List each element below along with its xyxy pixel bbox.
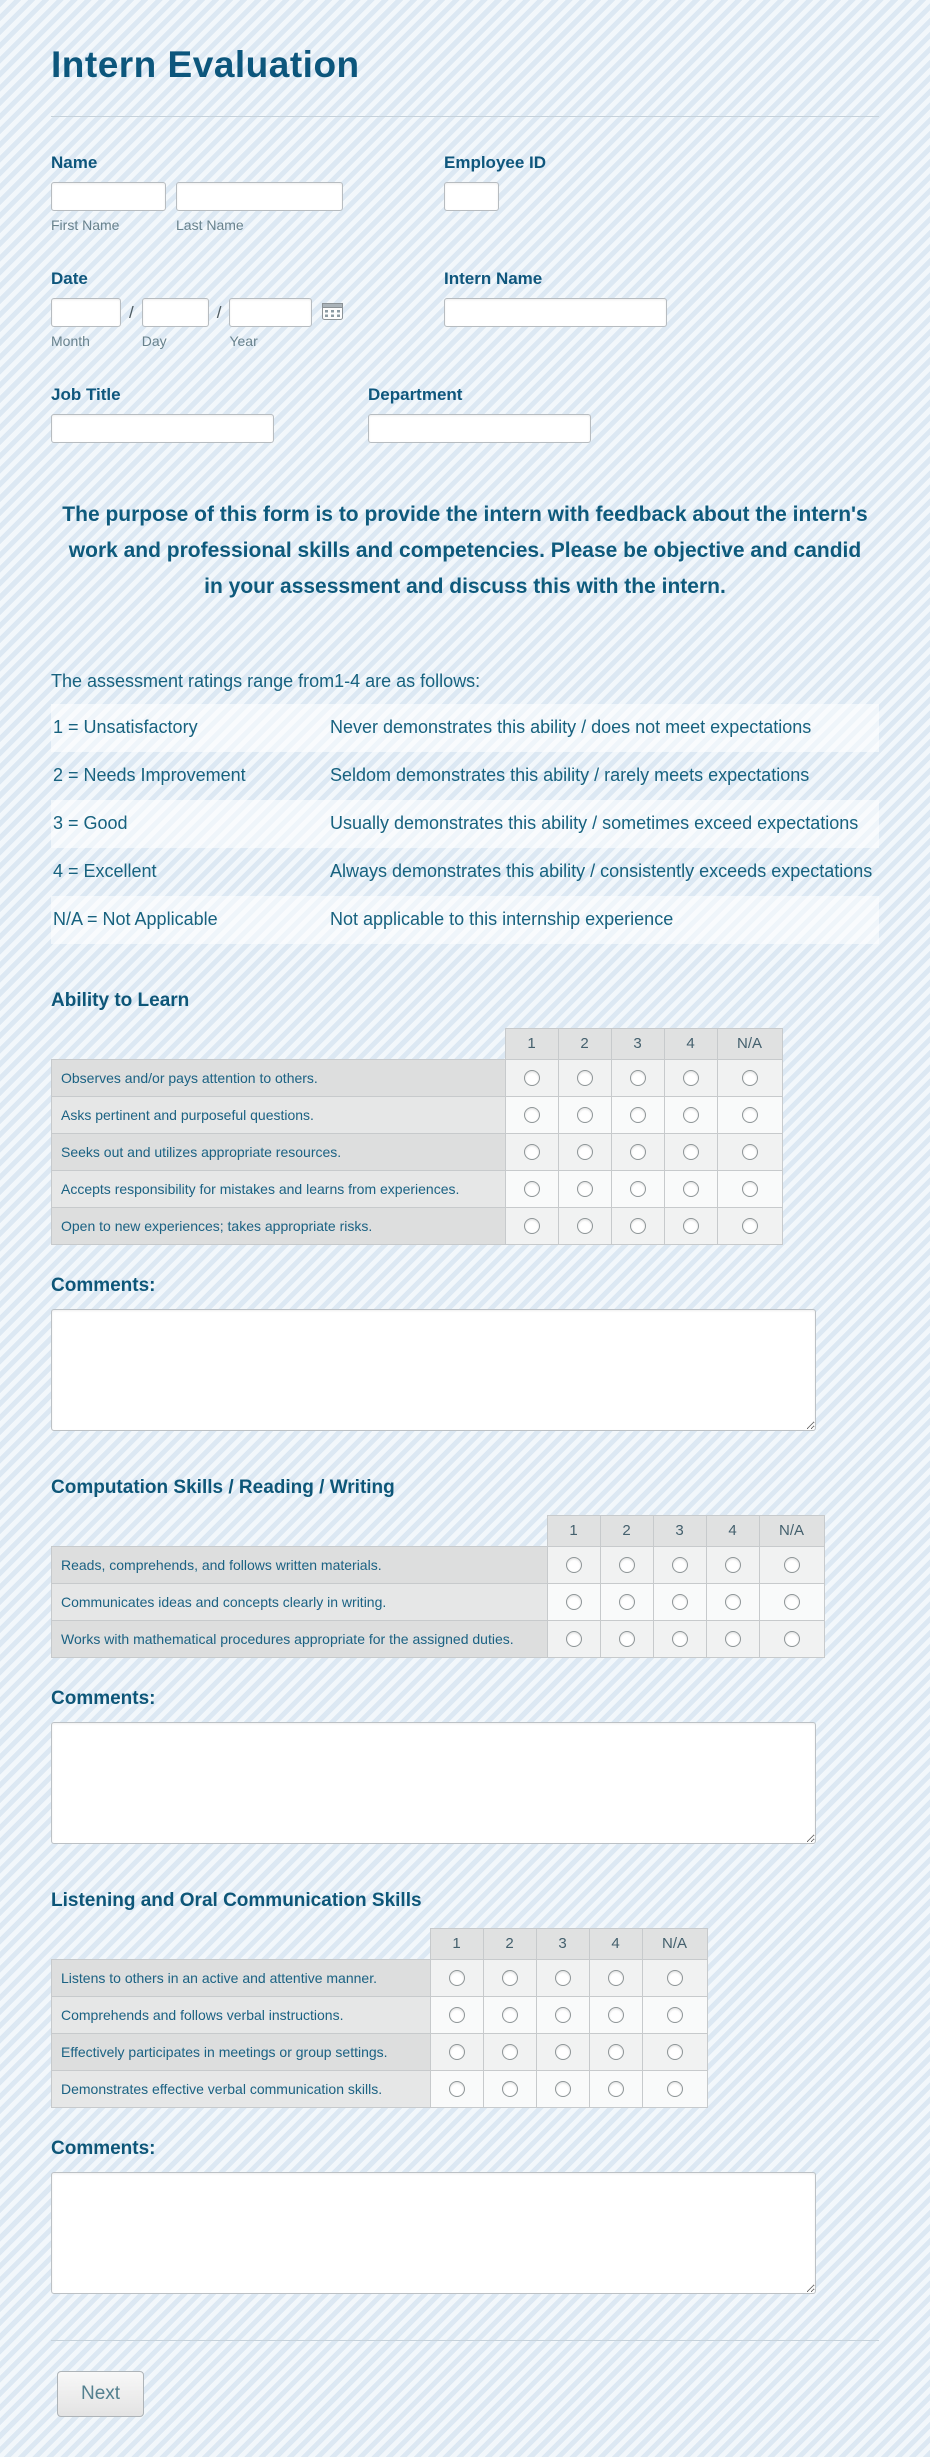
matrix-cell (430, 1959, 483, 1996)
matrix-corner-cell (52, 1515, 548, 1546)
legend-row (51, 848, 879, 896)
matrix-row-label: Observes and/or pays attention to others. (52, 1059, 506, 1096)
ratings-legend-rows (51, 704, 879, 943)
matrix-cell (706, 1620, 759, 1657)
matrix-row (52, 1207, 783, 1244)
legend-description: Never demonstrates this ability / does not meet expectations (330, 717, 812, 738)
comments-label: Comments: (51, 1274, 156, 1296)
date-intern-row (51, 269, 879, 349)
first-name-input[interactable] (51, 182, 166, 211)
matrix-cell (505, 1207, 558, 1244)
matrix-cell (642, 1996, 707, 2033)
matrix-cell (505, 1170, 558, 1207)
radio-button[interactable] (524, 1218, 540, 1234)
matrix-cell (536, 1959, 589, 1996)
legend-description: Not applicable to this internship experience (330, 908, 674, 929)
matrix-cell (430, 2070, 483, 2107)
month-input[interactable] (51, 298, 121, 327)
radio-button[interactable] (630, 1107, 646, 1123)
legend-row (51, 800, 879, 848)
radio-button[interactable] (683, 1107, 699, 1123)
rating-matrix (51, 1028, 783, 1245)
matrix-cell (536, 2070, 589, 2107)
radio-button[interactable] (742, 1181, 758, 1197)
matrix-cell (505, 1133, 558, 1170)
legend-description: Always demonstrates this ability / consistently exceeds expectations (330, 861, 873, 881)
radio-button[interactable] (608, 1970, 624, 1986)
matrix-cell (759, 1583, 824, 1620)
year-sublabel: Year (229, 333, 258, 349)
date-inputs (51, 298, 444, 349)
matrix-col-header: N/A (759, 1515, 824, 1546)
radio-button[interactable] (449, 2081, 465, 2097)
matrix-cell (600, 1620, 653, 1657)
matrix-cell (706, 1546, 759, 1583)
matrix-cell (642, 2033, 707, 2070)
legend-row (51, 704, 879, 752)
matrix-cell (611, 1059, 664, 1096)
matrix-cell (558, 1133, 611, 1170)
matrix-row-label: Works with mathematical procedures appropriate for the assigned duties. (52, 1620, 548, 1657)
radio-button[interactable] (667, 2007, 683, 2023)
matrix-cell (664, 1059, 717, 1096)
computation-skills-section (51, 1477, 879, 1844)
matrix-row-label: Seeks out and utilizes appropriate resources. (52, 1133, 506, 1170)
radio-button[interactable] (449, 1970, 465, 1986)
legend-row (51, 896, 879, 944)
intern-name-field (444, 269, 667, 349)
year-subfield (229, 298, 312, 349)
matrix-row (52, 1996, 708, 2033)
matrix-cell (589, 1959, 642, 1996)
day-subfield (142, 298, 209, 349)
matrix-row-label: Asks pertinent and purposeful questions. (52, 1096, 506, 1133)
last-name-input[interactable] (176, 182, 343, 211)
radio-button[interactable] (667, 2044, 683, 2060)
matrix-row-label: Demonstrates effective verbal communication skills. (52, 2070, 431, 2107)
matrix-cell (717, 1059, 782, 1096)
month-subfield (51, 298, 121, 349)
matrix-cell (589, 2033, 642, 2070)
matrix-cell (611, 1096, 664, 1133)
radio-button[interactable] (630, 1070, 646, 1086)
calendar-picker-button[interactable] (322, 301, 343, 323)
radio-button[interactable] (555, 1970, 571, 1986)
matrix-cell (536, 1996, 589, 2033)
matrix-col-header: 3 (611, 1028, 664, 1059)
matrix-row-label: Communicates ideas and concepts clearly in writing. (52, 1583, 548, 1620)
matrix-row-label: Comprehends and follows verbal instructions. (52, 1996, 431, 2033)
employee-id-input[interactable] (444, 182, 499, 211)
next-button[interactable]: Next (57, 2371, 144, 2417)
matrix-col-header: 4 (664, 1028, 717, 1059)
radio-button[interactable] (672, 1631, 688, 1647)
radio-button[interactable] (683, 1218, 699, 1234)
matrix-header-row (52, 1928, 708, 1959)
matrix-cell (505, 1096, 558, 1133)
matrix-col-header: 1 (505, 1028, 558, 1059)
date-separator: / (129, 303, 134, 322)
department-input[interactable] (368, 414, 591, 443)
intern-name-label: Intern Name (444, 269, 543, 288)
radio-button[interactable] (619, 1594, 635, 1610)
legend-description: Usually demonstrates this ability / sometimes exceed expectations (330, 813, 859, 834)
radio-button[interactable] (742, 1144, 758, 1160)
matrix-row (52, 1170, 783, 1207)
radio-button[interactable] (566, 1631, 582, 1647)
matrix-title: Listening and Oral Communication Skills (51, 1889, 422, 1911)
matrix-cell (717, 1207, 782, 1244)
last-name-sublabel: Last Name (176, 217, 244, 233)
radio-button[interactable] (742, 1070, 758, 1086)
radio-button[interactable] (524, 1070, 540, 1086)
matrix-cell (653, 1546, 706, 1583)
matrix-cell (558, 1170, 611, 1207)
matrix-row (52, 1133, 783, 1170)
matrix-col-header: N/A (642, 1928, 707, 1959)
matrix-row (52, 1583, 825, 1620)
matrix-row-label: Open to new experiences; takes appropriate risks. (52, 1207, 506, 1244)
matrix-cell (664, 1207, 717, 1244)
header-divider (51, 116, 879, 117)
last-name-subfield (176, 182, 343, 233)
rating-matrix (51, 1515, 825, 1658)
matrix-cell (759, 1546, 824, 1583)
matrix-cell (611, 1133, 664, 1170)
legend-term: N/A = Not Applicable (53, 908, 218, 929)
department-label: Department (368, 385, 463, 404)
job-title-field (51, 385, 368, 443)
matrix-cell (717, 1170, 782, 1207)
radio-button[interactable] (502, 2007, 518, 2023)
matrix-col-header: N/A (717, 1028, 782, 1059)
month-sublabel: Month (51, 333, 90, 349)
matrix-cell (759, 1620, 824, 1657)
radio-button[interactable] (449, 2044, 465, 2060)
matrix-row (52, 2070, 708, 2107)
matrix-title: Ability to Learn (51, 989, 190, 1011)
radio-button[interactable] (502, 2044, 518, 2060)
ratings-legend (51, 661, 879, 943)
matrix-cell (547, 1583, 600, 1620)
radio-button[interactable] (630, 1144, 646, 1160)
matrix-cell (642, 1959, 707, 1996)
radio-button[interactable] (667, 1970, 683, 1986)
radio-button[interactable] (667, 2081, 683, 2097)
radio-button[interactable] (502, 1970, 518, 1986)
radio-button[interactable] (524, 1144, 540, 1160)
radio-button[interactable] (524, 1107, 540, 1123)
radio-button[interactable] (619, 1631, 635, 1647)
legend-term: 2 = Needs Improvement (53, 765, 246, 786)
name-inputs (51, 182, 444, 233)
matrix-cell (589, 2070, 642, 2107)
matrix-cell (717, 1133, 782, 1170)
legend-row (51, 752, 879, 800)
radio-button[interactable] (577, 1070, 593, 1086)
matrix-cell (558, 1207, 611, 1244)
radio-button[interactable] (683, 1144, 699, 1160)
comments-label: Comments: (51, 1687, 156, 1709)
radio-button[interactable] (725, 1594, 741, 1610)
comments-label: Comments: (51, 2137, 156, 2159)
department-field (368, 385, 591, 443)
radio-button[interactable] (742, 1107, 758, 1123)
ability-to-learn-section (51, 990, 879, 1431)
matrix-cell (483, 2070, 536, 2107)
matrix-cell (547, 1546, 600, 1583)
date-separator: / (216, 303, 222, 322)
day-input[interactable] (142, 298, 209, 327)
matrix-header-row (52, 1515, 825, 1546)
radio-button[interactable] (630, 1181, 646, 1197)
matrix-cell (664, 1170, 717, 1207)
matrix-cell (706, 1583, 759, 1620)
radio-button[interactable] (683, 1181, 699, 1197)
matrix-header-row (52, 1028, 783, 1059)
matrix-cell (430, 1996, 483, 2033)
ratings-legend-intro: The assessment ratings range from1-4 are as follows: (51, 671, 481, 692)
comments-textarea[interactable] (51, 1309, 816, 1431)
date-label: Date (51, 269, 88, 288)
radio-button[interactable] (449, 2007, 465, 2023)
matrix-cell (483, 1996, 536, 2033)
radio-button[interactable] (784, 1557, 800, 1573)
matrix-row (52, 1620, 825, 1657)
radio-button[interactable] (630, 1218, 646, 1234)
radio-button[interactable] (502, 2081, 518, 2097)
matrix-cell (717, 1096, 782, 1133)
matrix-cell (653, 1620, 706, 1657)
intern-name-input[interactable] (444, 298, 667, 327)
matrix-row (52, 1546, 825, 1583)
legend-term: 4 = Excellent (53, 861, 157, 881)
calendar-icon (322, 308, 343, 323)
radio-button[interactable] (683, 1070, 699, 1086)
day-sublabel: Day (141, 333, 167, 349)
radio-button[interactable] (672, 1557, 688, 1573)
legend-description: Seldom demonstrates this ability / rarely meets expectations (330, 765, 810, 786)
rating-matrix (51, 1928, 708, 2108)
matrix-col-header: 3 (536, 1928, 589, 1959)
matrix-cell (600, 1583, 653, 1620)
matrix-col-header: 4 (706, 1515, 759, 1546)
matrix-corner-cell (52, 1928, 431, 1959)
radio-button[interactable] (725, 1557, 741, 1573)
matrix-col-header: 2 (483, 1928, 536, 1959)
job-department-row (51, 385, 879, 443)
matrix-cell (642, 2070, 707, 2107)
matrix-title: Computation Skills / Reading / Writing (51, 1476, 395, 1498)
matrix-col-header: 2 (558, 1028, 611, 1059)
matrix-cell (653, 1583, 706, 1620)
radio-button[interactable] (566, 1557, 582, 1573)
matrix-cell (430, 2033, 483, 2070)
name-label: Name (51, 153, 98, 172)
radio-button[interactable] (784, 1594, 800, 1610)
date-field (51, 269, 444, 349)
first-name-subfield (51, 182, 166, 233)
matrix-col-header: 2 (600, 1515, 653, 1546)
matrix-cell (558, 1096, 611, 1133)
radio-button[interactable] (672, 1594, 688, 1610)
radio-button[interactable] (577, 1218, 593, 1234)
matrix-cell (536, 2033, 589, 2070)
purpose-text: The purpose of this form is to provide the intern with feedback about the intern's work and professional skills and competencies. Please be objective and candid in your assessment and discuss this with the intern. (62, 503, 868, 599)
matrix-row (52, 1059, 783, 1096)
matrix-col-header: 1 (547, 1515, 600, 1546)
matrix-cell (505, 1059, 558, 1096)
matrix-col-header: 1 (430, 1928, 483, 1959)
radio-button[interactable] (577, 1181, 593, 1197)
matrix-row-label: Listens to others in an active and attentive manner. (52, 1959, 431, 1996)
name-employee-row (51, 153, 879, 233)
matrix-row-label: Reads, comprehends, and follows written materials. (52, 1546, 548, 1583)
matrix-cell (547, 1620, 600, 1657)
matrix-cell (664, 1133, 717, 1170)
matrix-col-header: 3 (653, 1515, 706, 1546)
listening-oral-communication-section (51, 1890, 879, 2294)
comments-textarea[interactable] (51, 1722, 816, 1844)
matrix-cell (611, 1207, 664, 1244)
matrix-row (52, 1959, 708, 1996)
first-name-sublabel: First Name (51, 217, 120, 233)
matrix-row-label: Effectively participates in meetings or group settings. (52, 2033, 431, 2070)
legend-term: 1 = Unsatisfactory (53, 717, 198, 738)
radio-button[interactable] (555, 2007, 571, 2023)
employee-id-label: Employee ID (444, 153, 547, 172)
employee-id-field (444, 153, 546, 233)
matrix-row (52, 2033, 708, 2070)
radio-button[interactable] (784, 1631, 800, 1647)
matrix-cell (589, 1996, 642, 2033)
matrix-cell (558, 1059, 611, 1096)
page-title: Intern Evaluation (51, 44, 360, 85)
matrix-row (52, 1096, 783, 1133)
radio-button[interactable] (619, 1557, 635, 1573)
radio-button[interactable] (608, 2081, 624, 2097)
radio-button[interactable] (608, 2044, 624, 2060)
radio-button[interactable] (725, 1631, 741, 1647)
radio-button[interactable] (555, 2044, 571, 2060)
radio-button[interactable] (577, 1107, 593, 1123)
name-field (51, 153, 444, 233)
legend-term: 3 = Good (53, 813, 128, 834)
matrix-cell (483, 1959, 536, 1996)
year-input[interactable] (229, 298, 312, 327)
radio-button[interactable] (524, 1181, 540, 1197)
job-title-input[interactable] (51, 414, 274, 443)
radio-button[interactable] (577, 1144, 593, 1160)
radio-button[interactable] (742, 1218, 758, 1234)
footer-divider (51, 2340, 879, 2341)
matrix-cell (611, 1170, 664, 1207)
matrix-cell (483, 2033, 536, 2070)
matrix-col-header: 4 (589, 1928, 642, 1959)
matrix-cell (664, 1096, 717, 1133)
radio-button[interactable] (608, 2007, 624, 2023)
radio-button[interactable] (555, 2081, 571, 2097)
radio-button[interactable] (566, 1594, 582, 1610)
comments-textarea[interactable] (51, 2172, 816, 2294)
job-title-label: Job Title (51, 385, 121, 404)
matrix-row-label: Accepts responsibility for mistakes and learns from experiences. (52, 1170, 506, 1207)
matrix-cell (600, 1546, 653, 1583)
matrix-corner-cell (52, 1028, 506, 1059)
